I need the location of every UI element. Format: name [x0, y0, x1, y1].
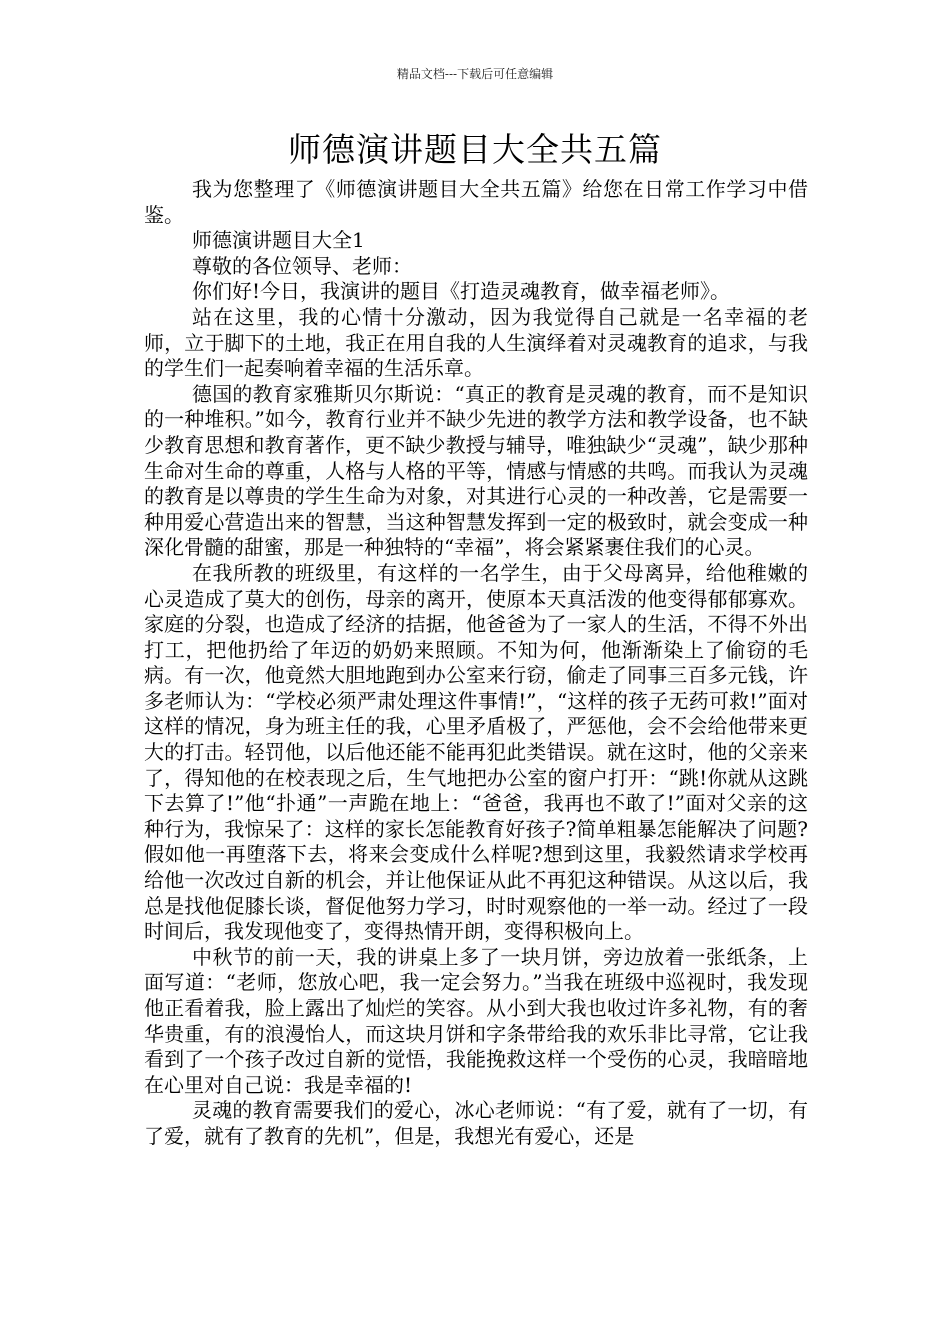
document-title: 师德演讲题目大全共五篇 [288, 130, 662, 169]
paragraph: 在我所教的班级里，有这样的一名学生，由于父母离异，给他稚嫩的心灵造成了莫大的创伤，母亲的离开，使原本天真活泼的他变得郁郁寡欢。家庭的分裂，也造成了经济的拮据，他爸爸为了一家人的生活，不得不外出打工，把他扔给了年迈的奶奶来照顾。不知为何，他渐渐染上了偷窃的毛病。有一次，他竟然大胆地跑到办公室来行窃，偷走了同事三百多元钱，许多老师认为：“学校必须严肃处理这件事情!”，“这样的孩子无药可救!”面对这样的情况，身为班主任的我，心里矛盾极了，严惩他，会不会给他带来更大的打击。轻罚他，以后他还能不能再犯此类错误。就在这时，他的父亲来了，得知他的在校表现之后，生气地把办公室的窗户打开：“跳!你就从这跳下去算了!”他“扑通”一声跪在地上：“爸爸，我再也不敢了!”面对父亲的这种行为，我惊呆了：这样的家长怎能教育好孩子?简单粗暴怎能解决了问题?假如他一再堕落下去，将来会变成什么样呢?想到这里，我毅然请求学校再给他一次改过自新的机会，并让他保证从此不再犯这种错误。从这以后，我总是找他促膝长谈，督促他努力学习，时时观察他的一举一动。经过了一段时间后，我发现他变了，变得热情开朗，变得积极向上。 [144, 560, 808, 944]
paragraph: 德国的教育家雅斯贝尔斯说：“真正的教育是灵魂的教育，而不是知识的一种堆积。”如今，教育行业并不缺少先进的教学方法和教学设备，也不缺少教育思想和教育著作，更不缺少教授与辅导，唯独缺少“灵魂”，缺少那种生命对生命的尊重，人格与人格的平等，情感与情感的共鸣。而我认为灵魂的教育是以尊贵的学生生命为对象，对其进行心灵的一种改善，它是需要一种用爱心营造出来的智慧，当这种智慧发挥到一定的极致时，就会变成一种深化骨髓的甜蜜，那是一种独特的“幸福”，将会紧紧裹住我们的心灵。 [144, 381, 808, 560]
paragraph: 站在这里，我的心情十分激动，因为我觉得自己就是一名幸福的老师，立于脚下的土地，我正在用自我的人生演绎着对灵魂教育的追求，与我的学生们一起奏响着幸福的生活乐章。 [144, 304, 808, 381]
paragraph: 中秋节的前一天，我的讲桌上多了一块月饼，旁边放着一张纸条，上面写道：“老师，您放心吧，我一定会努力。”当我在班级中巡视时，我发现他正看着我，脸上露出了灿烂的笑容。从小到大我也收过许多礼物，有的奢华贵重，有的浪漫怡人，而这块月饼和字条带给我的欢乐非比寻常，它让我看到了一个孩子改过自新的觉悟，我能挽救这样一个受伤的心灵，我暗暗地在心里对自己说：我是幸福的! [144, 944, 808, 1097]
paragraph: 你们好!今日，我演讲的题目《打造灵魂教育，做幸福老师》。 [192, 279, 731, 304]
paragraph: 尊敬的各位领导、老师： [192, 253, 412, 278]
paragraph: 我为您整理了《师德演讲题目大全共五篇》给您在日常工作学习中借鉴。 [144, 177, 808, 227]
paragraph: 师德演讲题目大全1 [192, 228, 365, 253]
paragraph: 灵魂的教育需要我们的爱心，冰心老师说：“有了爱，就有了一切，有了爱，就有了教育的先机”，但是，我想光有爱心，还是 [144, 1098, 808, 1148]
document-body [144, 177, 808, 1150]
page-header: 精品文档---下载后可任意编辑 [396, 67, 554, 81]
